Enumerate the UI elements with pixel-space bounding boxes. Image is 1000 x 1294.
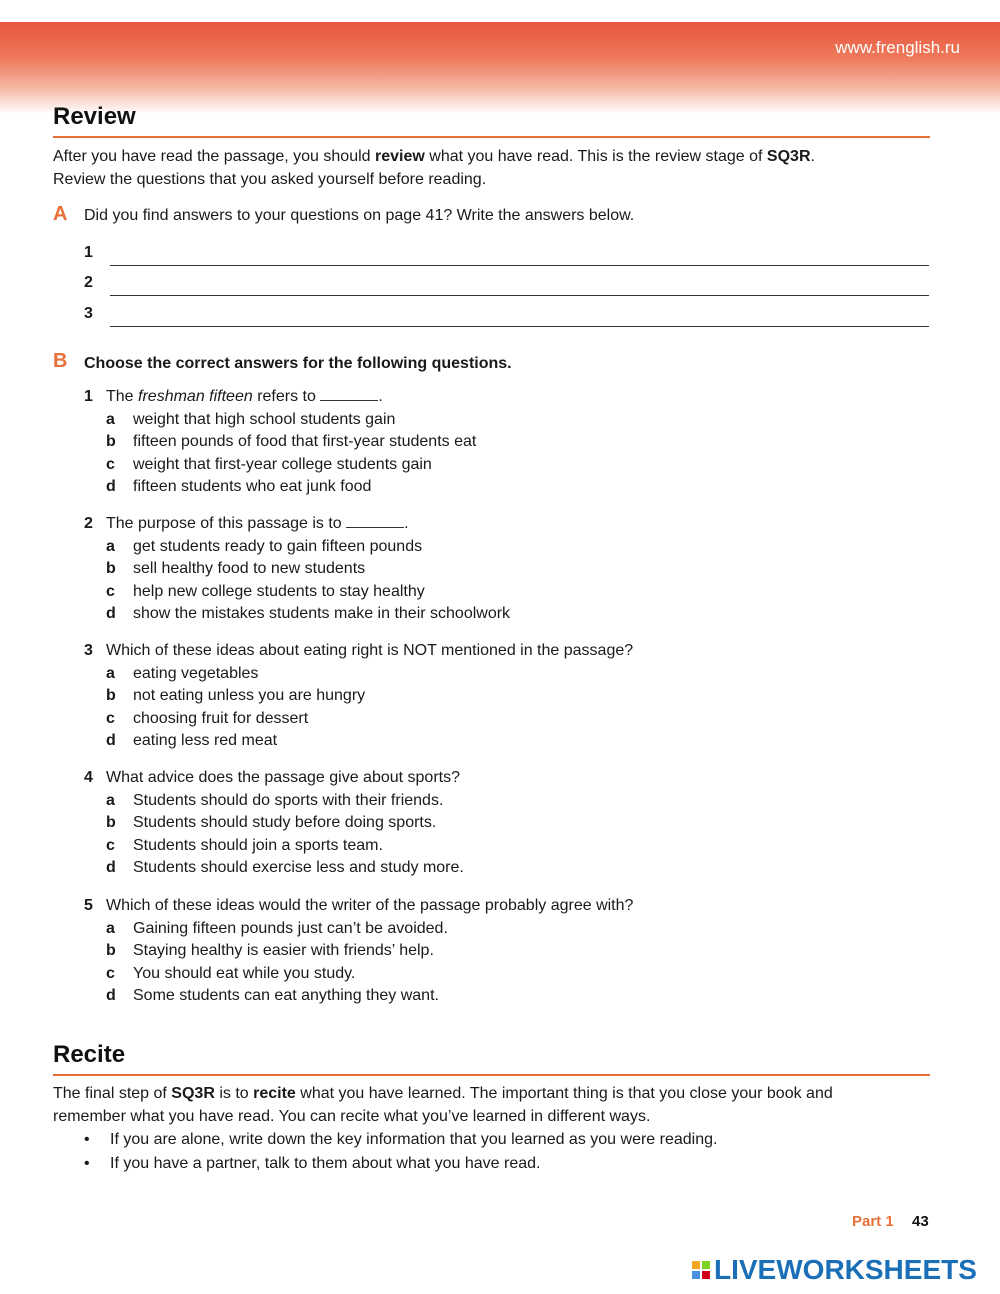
recite-divider xyxy=(53,1074,930,1076)
bullet-icon: • xyxy=(84,1131,90,1148)
answer-line-2[interactable] xyxy=(84,274,929,296)
option-c[interactable]: c Students should join a sports team. xyxy=(106,836,383,854)
list-item: • If you have a partner, talk to them about what you have read. xyxy=(84,1152,717,1176)
recite-title: Recite xyxy=(53,1041,126,1068)
option-a[interactable]: a Students should do sports with their friends. xyxy=(106,791,444,809)
site-url: www.frenglish.ru xyxy=(835,38,960,57)
option-a[interactable]: a get students ready to gain fifteen pounds xyxy=(106,537,423,555)
bullet-icon: • xyxy=(84,1155,90,1172)
option-d[interactable]: d eating less red meat xyxy=(106,732,278,749)
liveworksheets-logo xyxy=(692,1254,977,1286)
task-a-instruction: Did you find answers to your questions on page 41? Write the answers below. xyxy=(84,207,635,224)
answer-line-3[interactable] xyxy=(84,305,929,327)
review-title: Review xyxy=(53,103,136,130)
logo-squares-icon xyxy=(692,1261,710,1279)
recite-intro: The final step of SQ3R is to recite what you have learned. The important thing is that you close your book and remember what you have read. You can recite what you’ve learned in different ways. xyxy=(53,1085,833,1125)
option-b[interactable]: b Students should study before doing sports. xyxy=(106,814,437,831)
option-b[interactable]: b fifteen pounds of food that first-year students eat xyxy=(106,433,477,450)
answer-number: 3 xyxy=(84,305,93,322)
question-stem: 4 What advice does the passage give about sports? xyxy=(84,769,460,786)
footer-part-label: Part 1 xyxy=(852,1213,894,1230)
review-intro: After you have read the passage, you should review what you have read. This is the review stage of SQ3R. Review the questions that you asked yourself before reading. xyxy=(53,148,815,188)
question-stem: 1 The freshman fifteen refers to . xyxy=(84,388,383,405)
answer-rule xyxy=(110,295,929,296)
answer-blank[interactable] xyxy=(320,388,378,401)
answer-rule xyxy=(110,265,929,266)
task-a-letter: A xyxy=(53,203,68,225)
question-stem: 5 Which of these ideas would the writer of the passage probably agree with? xyxy=(84,897,634,914)
option-d[interactable]: d Some students can eat anything they want. xyxy=(106,987,439,1004)
option-b[interactable]: b Staying healthy is easier with friends’ help. xyxy=(106,942,434,959)
logo-text: LIVEWORKSHEETS xyxy=(714,1254,977,1285)
option-b[interactable]: b not eating unless you are hungry xyxy=(106,687,366,704)
recite-bullets xyxy=(84,1128,717,1176)
question-1 xyxy=(84,386,476,499)
question-stem: 3 Which of these ideas about eating right is NOT mentioned in the passage? xyxy=(84,642,634,659)
question-2 xyxy=(84,513,510,626)
answer-blank[interactable] xyxy=(346,515,404,528)
task-b-letter: B xyxy=(53,350,68,372)
question-4 xyxy=(84,767,464,880)
question-stem: 2 The purpose of this passage is to . xyxy=(84,515,409,532)
answer-line-1[interactable] xyxy=(84,244,929,266)
option-d[interactable]: d Students should exercise less and study more. xyxy=(106,859,464,876)
option-c[interactable]: c weight that first-year college students gain xyxy=(106,455,432,473)
list-item: • If you are alone, write down the key information that you learned as you were reading. xyxy=(84,1128,717,1152)
option-a[interactable]: a eating vegetables xyxy=(106,664,259,682)
header-banner xyxy=(0,22,1000,114)
answer-number: 2 xyxy=(84,274,93,291)
option-d[interactable]: d show the mistakes students make in their schoolwork xyxy=(106,605,511,622)
answer-rule xyxy=(110,326,929,327)
option-c[interactable]: c You should eat while you study. xyxy=(106,964,356,982)
option-c[interactable]: c help new college students to stay healthy xyxy=(106,582,425,600)
option-b[interactable]: b sell healthy food to new students xyxy=(106,560,366,577)
question-3 xyxy=(84,640,633,753)
task-b-instruction: Choose the correct answers for the following questions. xyxy=(84,355,512,372)
page-number: 43 xyxy=(912,1213,929,1230)
option-a[interactable]: a weight that high school students gain xyxy=(106,410,396,428)
question-5 xyxy=(84,895,633,1008)
option-a[interactable]: a Gaining fifteen pounds just can’t be avoided. xyxy=(106,919,448,937)
option-d[interactable]: d fifteen students who eat junk food xyxy=(106,478,372,495)
option-c[interactable]: c choosing fruit for dessert xyxy=(106,709,309,727)
answer-number: 1 xyxy=(84,244,93,261)
review-divider xyxy=(53,136,930,138)
